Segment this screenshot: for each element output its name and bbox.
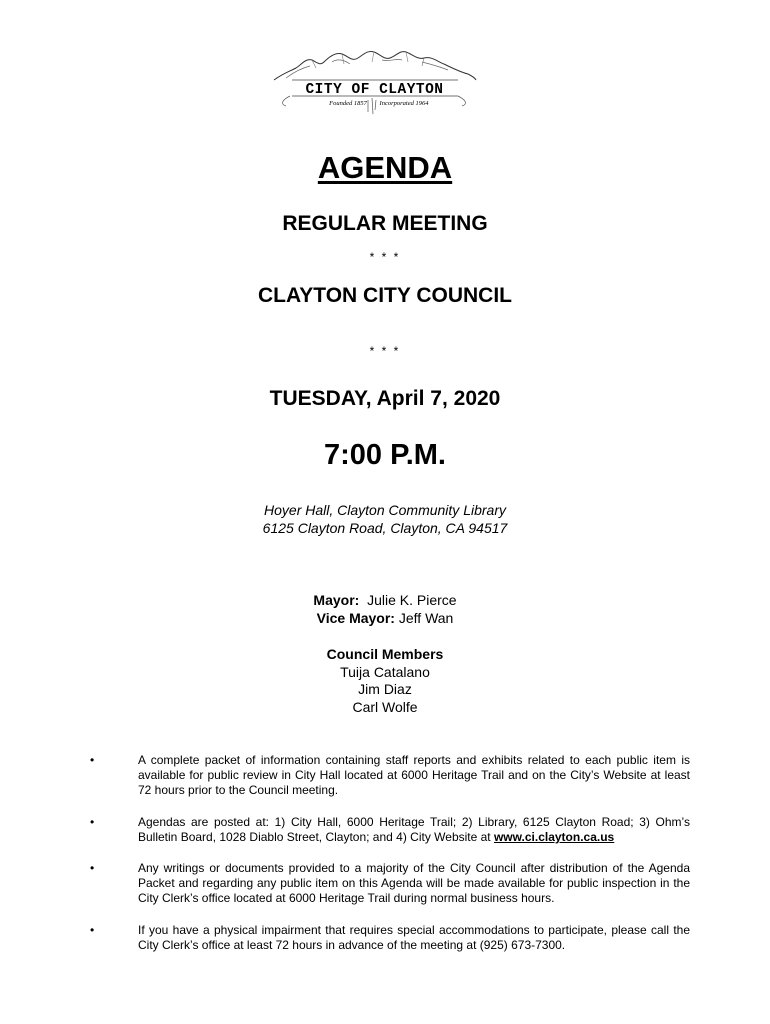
meeting-type: REGULAR MEETING: [282, 212, 488, 235]
note-accommodations: [90, 923, 690, 953]
council-name: CLAYTON CITY COUNCIL: [258, 284, 512, 307]
mayor-label: Mayor:: [313, 592, 360, 608]
mayor-line: [0, 591, 770, 609]
bullet-icon: •: [90, 815, 95, 829]
separator: * * *: [369, 250, 401, 264]
mayor-name: Julie K. Pierce: [367, 592, 457, 608]
council-members-heading: Council Members: [326, 646, 444, 662]
venue-line-2: 6125 Clayton Road, Clayton, CA 94517: [262, 520, 508, 536]
vice-mayor-label: Vice Mayor:: [316, 610, 395, 626]
note-postings: [90, 815, 690, 845]
council-member: Carl Wolfe: [352, 698, 418, 715]
venue: [0, 501, 770, 537]
notes-list: [90, 753, 690, 953]
note-text: Any writings or documents provided to a majority of the City Council after distribution of the Agenda Packet and regarding any public item on this Agenda will be made available for public inspection in the City Clerk’s office located at 6000 Heritage Trail during normal business hours.: [138, 861, 690, 905]
meeting-time: 7:00 P.M.: [324, 439, 446, 471]
vice-mayor-line: [0, 609, 770, 627]
meeting-date: TUESDAY, April 7, 2020: [269, 387, 501, 410]
city-website-link[interactable]: www.ci.clayton.ca.us: [493, 830, 615, 844]
note-packet: [90, 753, 690, 798]
city-logo: [272, 44, 477, 116]
bullet-icon: •: [90, 923, 95, 937]
council-member: Jim Diaz: [358, 681, 412, 697]
council-member: Tuija Catalano: [340, 663, 430, 680]
logo-founded: Founded 1857: [329, 100, 367, 107]
logo-text: CITY OF CLAYTON: [305, 82, 444, 98]
officials: [0, 591, 770, 627]
logo-incorporated: Incorporated 1964: [379, 100, 429, 107]
agenda-title: AGENDA: [317, 150, 453, 185]
separator: * * *: [369, 344, 401, 358]
note-text: If you have a physical impairment that requires special accommodations to participate, please call the City Clerk’s office at least 72 hours in advance of the meeting at (925) 673-7300.: [138, 923, 690, 952]
bullet-icon: •: [90, 753, 95, 767]
note-text: A complete packet of information containing staff reports and exhibits related to each public item is available for public review in City Hall located at 6000 Heritage Trail and on the City’s Website at least 72 hours prior to the Council meeting.: [138, 753, 690, 797]
vice-mayor-name: Jeff Wan: [398, 610, 454, 626]
venue-line-1: Hoyer Hall, Clayton Community Library: [264, 502, 506, 518]
mountain-logo-icon: [272, 44, 477, 116]
note-writings: [90, 861, 690, 906]
note-text: Agendas are posted at: 1) City Hall, 6000 Heritage Trail; 2) Library, 6125 Clayton Road; 3) Ohm’s Bulletin Board, 1028 Diablo Street, Clayton; and 4) City Website at: [138, 815, 690, 844]
council-members: [0, 646, 770, 716]
bullet-icon: •: [90, 861, 95, 875]
